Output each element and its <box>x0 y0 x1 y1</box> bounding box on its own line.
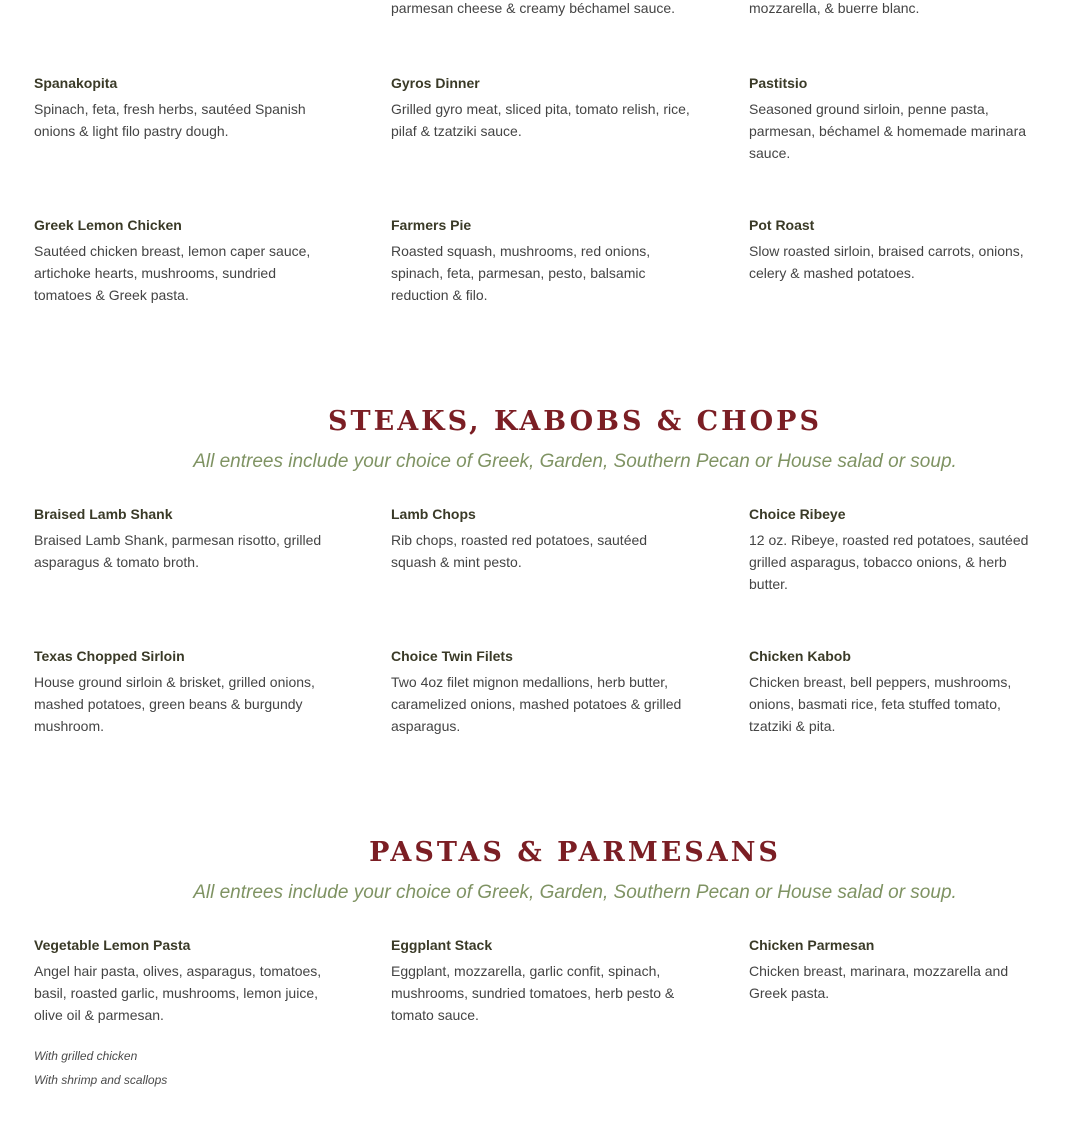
item-description: 12 oz. Ribeye, roasted red potatoes, sautéed grilled asparagus, tobacco onions, & herb butter. <box>749 532 1029 592</box>
item-name: Spanakopita <box>34 75 118 91</box>
item-description: Braised Lamb Shank, parmesan risotto, grilled asparagus & tomato broth. <box>34 532 322 570</box>
menu-item-texas-chopped-sirloin <box>34 647 334 737</box>
menu-item-farmers-pie <box>391 216 691 306</box>
item-name: Farmers Pie <box>391 217 472 233</box>
item-name: Pastitsio <box>749 75 808 91</box>
menu-item-eggplant-stack <box>391 936 691 1026</box>
item-name: Greek Lemon Chicken <box>34 217 182 233</box>
item-name: Eggplant Stack <box>391 937 493 953</box>
item-description: Chicken breast, marinara, mozzarella and Greek pasta. <box>749 963 1009 1001</box>
item-name: Braised Lamb Shank <box>34 506 173 522</box>
add-on-note-grilled-chicken: With grilled chicken <box>34 1049 138 1063</box>
item-description: parmesan cheese & creamy béchamel sauce. <box>391 0 676 16</box>
item-name: Gyros Dinner <box>391 75 480 91</box>
section-subtitle-pastas: All entrees include your choice of Greek, Garden, Southern Pecan or House salad or soup. <box>193 882 957 903</box>
item-name: Texas Chopped Sirloin <box>34 648 185 664</box>
menu-item-gyros-dinner <box>391 74 691 142</box>
item-description: Seasoned ground sirloin, penne pasta, parmesan, béchamel & homemade marinara sauce. <box>749 101 1027 161</box>
section-subtitle-steaks: All entrees include your choice of Greek, Garden, Southern Pecan or House salad or soup. <box>193 451 957 472</box>
menu-item-braised-lamb-shank <box>34 505 334 573</box>
item-name: Lamb Chops <box>391 506 476 522</box>
menu-item-pot-roast <box>749 216 1044 284</box>
menu-item-vegetable-lemon-pasta <box>34 936 334 1026</box>
item-name: Choice Twin Filets <box>391 648 513 664</box>
item-description: Eggplant, mozzarella, garlic confit, spinach, mushrooms, sundried tomatoes, herb pesto & tomato sauce. <box>391 963 675 1023</box>
item-name: Chicken Parmesan <box>749 937 875 953</box>
menu-item-chicken-parmesan <box>749 936 1044 1004</box>
item-description: Angel hair pasta, olives, asparagus, tomatoes, basil, roasted garlic, mushrooms, lemon juice, olive oil & parmesan. <box>34 963 322 1023</box>
section-title-pastas: PASTAS & PARMESANS <box>369 837 781 868</box>
menu-item-partial <box>391 0 691 19</box>
item-description: House ground sirloin & brisket, grilled onions, mashed potatoes, green beans & burgundy mushroom. <box>34 674 315 734</box>
item-description: Roasted squash, mushrooms, red onions, spinach, feta, parmesan, pesto, balsamic reduction & filo. <box>391 243 651 303</box>
menu-item-greek-lemon-chicken <box>34 216 334 306</box>
item-name: Choice Ribeye <box>749 506 846 522</box>
item-description: mozzarella, & buerre blanc. <box>749 0 920 16</box>
item-description: Spinach, feta, fresh herbs, sautéed Spanish onions & light filo pastry dough. <box>34 101 306 139</box>
menu-item-pastitsio <box>749 74 1044 164</box>
item-name: Chicken Kabob <box>749 648 851 664</box>
item-description: Grilled gyro meat, sliced pita, tomato relish, rice, pilaf & tzatziki sauce. <box>391 101 690 139</box>
item-description: Rib chops, roasted red potatoes, sautéed squash & mint pesto. <box>391 532 648 570</box>
item-description: Sautéed chicken breast, lemon caper sauce, artichoke hearts, mushrooms, sundried tomatoes & Greek pasta. <box>34 243 311 303</box>
item-name: Pot Roast <box>749 217 815 233</box>
menu-item-chicken-kabob <box>749 647 1044 737</box>
item-description: Chicken breast, bell peppers, mushrooms, onions, basmati rice, feta stuffed tomato, tzatziki & pita. <box>749 674 1012 734</box>
menu-item-spanakopita <box>34 74 334 142</box>
item-description: Slow roasted sirloin, braised carrots, onions, celery & mashed potatoes. <box>749 243 1024 281</box>
menu-item-choice-ribeye <box>749 505 1044 595</box>
item-description: Two 4oz filet mignon medallions, herb butter, caramelized onions, mashed potatoes & grilled asparagus. <box>391 674 682 734</box>
menu-item-lamb-chops <box>391 505 691 573</box>
menu-item-partial <box>749 0 1044 19</box>
add-on-note-shrimp-scallops: With shrimp and scallops <box>34 1073 168 1087</box>
item-name: Vegetable Lemon Pasta <box>34 937 191 953</box>
section-title-steaks: STEAKS, KABOBS & CHOPS <box>328 406 822 437</box>
menu-item-choice-twin-filets <box>391 647 691 737</box>
